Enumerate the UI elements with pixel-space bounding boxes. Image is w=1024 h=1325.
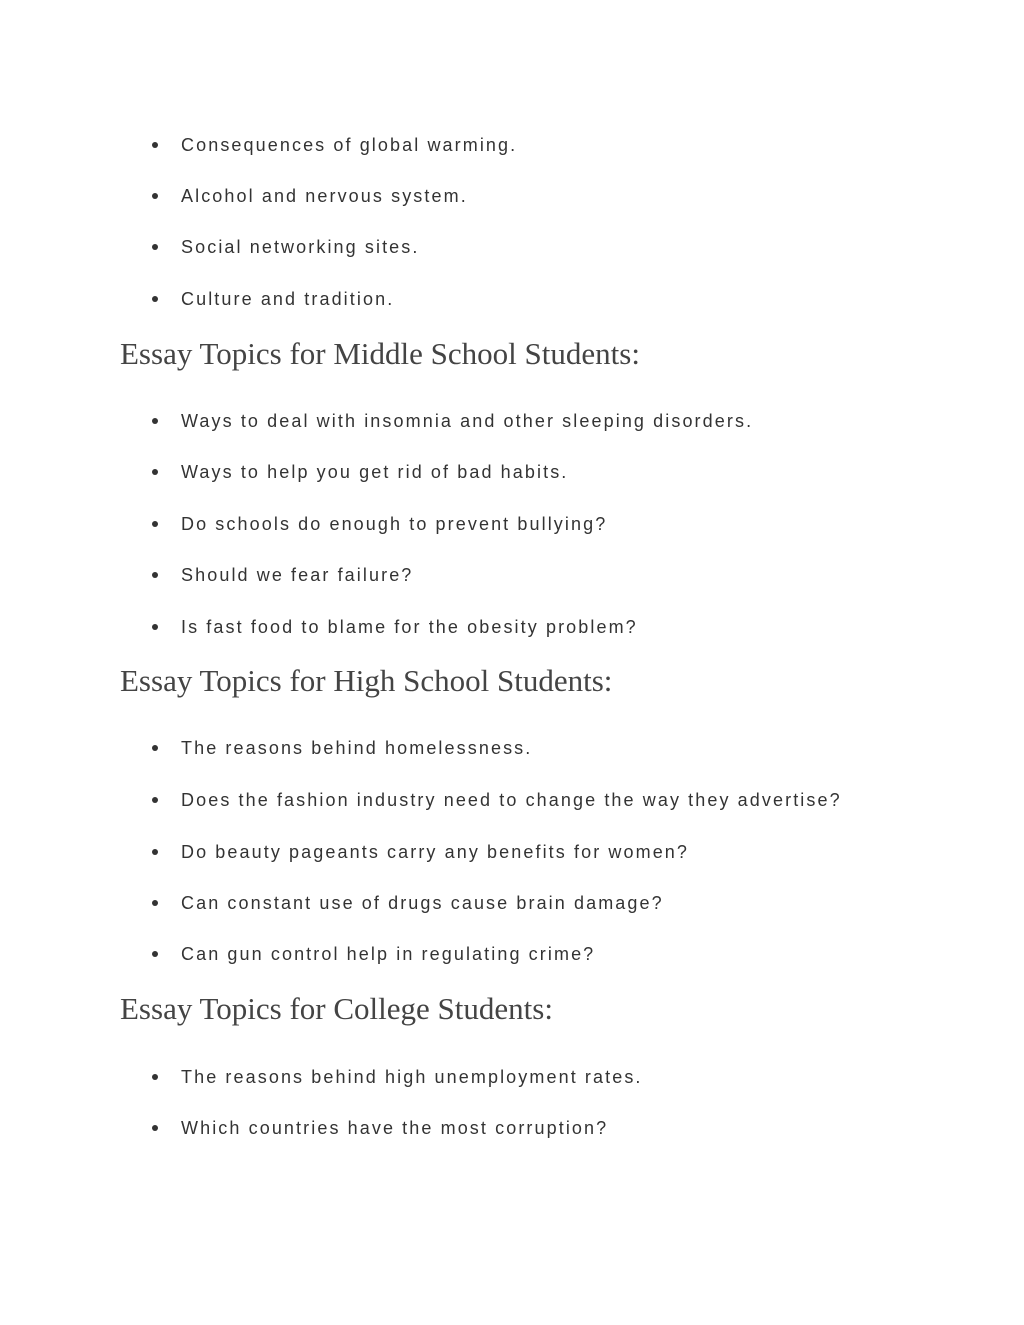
list-item-text: The reasons behind high unemployment rates. [181,1067,643,1087]
bullet-icon [152,900,158,906]
list-item-text: Alcohol and nervous system. [181,186,468,206]
bullet-icon [152,142,158,148]
bullet-icon [152,1074,158,1080]
section-heading-college: Essay Topics for College Students: [120,991,553,1026]
bullet-icon [152,193,158,199]
list-item [0,615,1024,639]
list-item [0,891,1024,915]
bullet-icon [152,951,158,957]
list-item-text: Ways to help you get rid of bad habits. [181,462,569,482]
list-item-text: Culture and tradition. [181,289,395,309]
list-item [0,235,1024,259]
list-item [0,133,1024,157]
list-item-text: Should we fear failure? [181,565,414,585]
list-item-text: The reasons behind homelessness. [181,738,533,758]
bullet-icon [152,469,158,475]
list-item-text: Can gun control help in regulating crime? [181,944,596,964]
list-item-text: Can constant use of drugs cause brain damage? [181,893,664,913]
list-item [0,788,1024,812]
section-heading-high-school: Essay Topics for High School Students: [120,663,613,698]
bullet-icon [152,1125,158,1131]
bullet-icon [152,849,158,855]
list-item-text: Which countries have the most corruption? [181,1118,609,1138]
list-item-text: Is fast food to blame for the obesity problem? [181,617,638,637]
bullet-icon [152,624,158,630]
list-item [0,460,1024,484]
list-item [0,1065,1024,1089]
list-item [0,287,1024,311]
bullet-icon [152,296,158,302]
list-item-text: Do schools do enough to prevent bullying? [181,514,608,534]
list-item [0,942,1024,966]
list-item [0,184,1024,208]
list-item [0,409,1024,433]
list-item-text: Social networking sites. [181,237,420,257]
list-item-text: Ways to deal with insomnia and other sleeping disorders. [181,411,754,431]
list-item-text: Does the fashion industry need to change the way they advertise? [181,790,842,810]
list-item-text: Consequences of global warming. [181,135,518,155]
bullet-icon [152,521,158,527]
bullet-icon [152,572,158,578]
list-item-text: Do beauty pageants carry any benefits for women? [181,842,690,862]
section-heading-middle-school: Essay Topics for Middle School Students: [120,336,640,371]
bullet-icon [152,244,158,250]
list-item [0,512,1024,536]
list-item [0,563,1024,587]
bullet-icon [152,745,158,751]
bullet-icon [152,797,158,803]
bullet-icon [152,418,158,424]
list-item [0,1116,1024,1140]
list-item [0,840,1024,864]
list-item [0,736,1024,760]
